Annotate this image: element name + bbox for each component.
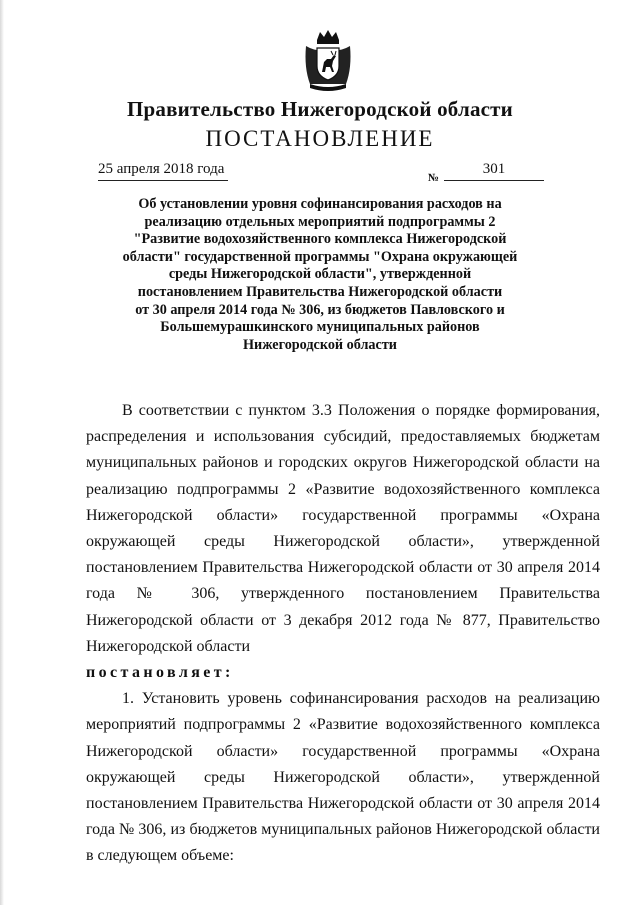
document-date: 25 апреля 2018 года xyxy=(98,161,228,181)
coat-of-arms-icon xyxy=(300,28,356,92)
subject-line: области" государственной программы "Охрана окружающей xyxy=(122,248,518,265)
subject-line: "Развитие водохозяйственного комплекса Нижегородской xyxy=(133,231,507,248)
subject-line: реализацию отдельных мероприятий подпрограммы 2 xyxy=(144,213,496,230)
document-subject xyxy=(100,196,540,354)
item-1-paragraph: 1. Установить уровень софинансирования расходов на реализацию мероприятий подпрограммы 2 «Развитие водохозяйственного комплекса Нижегородской области» государственной программы «Охрана окружающей среды Нижегородской области», утвержденной постановлением Правительства Нижегородской области от 30 апреля 2014 года № 306, из бюджетов муниципальных районов Нижегородской области в следующем объеме: xyxy=(86,690,600,865)
decree-word: постановляет: xyxy=(86,664,234,682)
document-type: ПОСТАНОВЛЕНИЕ xyxy=(205,126,435,151)
subject-line: Большемурашкинского муниципальных районов xyxy=(160,319,480,336)
document-body xyxy=(86,398,600,870)
document-number: 301 xyxy=(444,161,544,181)
preamble-paragraph: В соответствии с пунктом 3.3 Положения о порядке формирования, распределения и использования субсидий, предоставляемых бюджетам муниципальных районов и городских округов Нижегородской области на реализацию подпрограммы 2 «Развитие водохозяйственного комплекса Нижегородской области» государственной программы «Охрана окружающей среды Нижегородской области», утвержденной постановлением Правительства Нижегородской области от 30 апреля 2014 года № 306, утвержденного постановлением Правительства Нижегородской области от 3 декабря 2012 года № 877, Правительство Нижегородской области xyxy=(86,402,600,655)
subject-line: Об установлении уровня софинансирования расходов на xyxy=(138,196,502,212)
subject-line: от 30 апреля 2014 года № 306, из бюджетов Павловского и xyxy=(135,301,505,318)
subject-line: среды Нижегородской области", утвержденной xyxy=(168,266,472,283)
subject-line: постановлением Правительства Нижегородской области xyxy=(137,283,503,300)
subject-line: Нижегородской области xyxy=(243,336,397,353)
number-label: № xyxy=(428,172,440,184)
organization-title: Правительство Нижегородской области xyxy=(127,97,513,121)
